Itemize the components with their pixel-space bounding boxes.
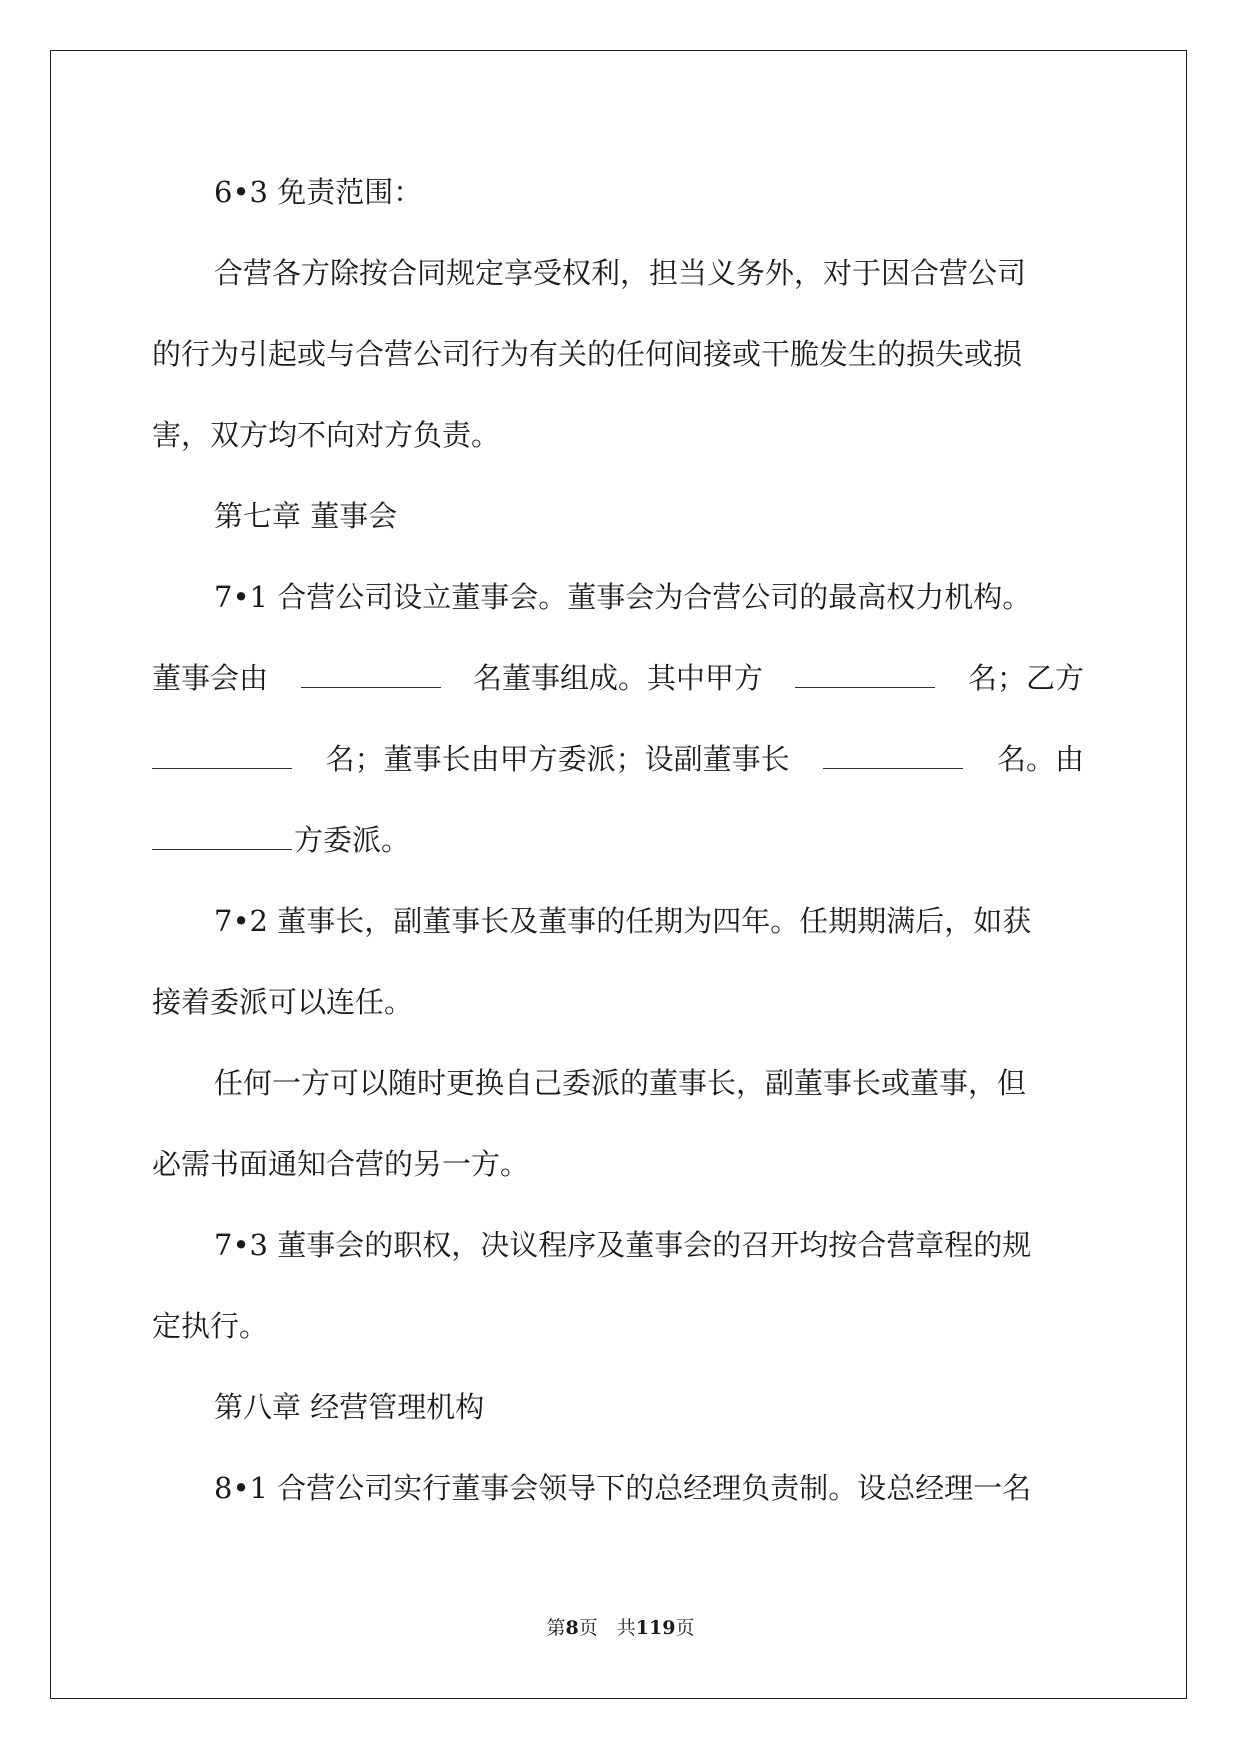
footer-mid: 页 共: [578, 1617, 636, 1639]
text-segment: 名；董事长由甲方委派；设副董事长: [325, 742, 790, 776]
chapter-8-title: 第八章 经营管理机构: [214, 1390, 485, 1424]
section-6-3-line-2: 的行为引起或与合营公司行为有关的任何间接或干脆发生的损失或损: [152, 337, 1023, 371]
blank-field: [823, 740, 963, 769]
blank-field: [301, 659, 441, 688]
footer-total-pages: 119: [635, 1617, 676, 1639]
section-7-1-line-3: [152, 739, 1084, 779]
section-6-3-title: 6•3 免责范围：: [214, 175, 423, 209]
section-7-2-line-2: 接着委派可以连任。: [152, 985, 414, 1019]
section-7-3-line-2: 定执行。: [152, 1309, 269, 1343]
text-segment: 方委派。: [294, 823, 411, 857]
text-segment: 名。由: [996, 742, 1084, 776]
section-6-3-line-3: 害，双方均不向对方负责。: [152, 418, 501, 452]
page-footer: [0, 1616, 1241, 1640]
section-8-1-line-1: 8•1 合营公司实行董事会领导下的总经理负责制。设总经理一名: [214, 1471, 1032, 1505]
section-7-2-line-1: 7•2 董事长，副董事长及董事的任期为四年。任期期满后，如获: [214, 904, 1032, 938]
footer-page-number: 8: [565, 1617, 579, 1639]
blank-field: [152, 740, 292, 769]
section-7-2b-line-2: 必需书面通知合营的另一方。: [152, 1147, 530, 1181]
text-segment: 名；乙方: [967, 661, 1084, 695]
text-segment: 名董事组成。其中甲方: [472, 661, 763, 695]
blank-field: [152, 821, 292, 850]
chapter-7-title: 第七章 董事会: [214, 499, 398, 533]
footer-prefix: 第: [546, 1617, 566, 1639]
section-7-3-line-1: 7•3 董事会的职权，决议程序及董事会的召开均按合营章程的规: [214, 1228, 1032, 1262]
section-7-1-line-2: [152, 658, 1084, 698]
footer-suffix: 页: [675, 1617, 695, 1639]
text-segment: 董事会由: [152, 661, 269, 695]
section-7-1-line-4: [152, 820, 410, 860]
page-border: [50, 50, 1187, 1699]
blank-field: [795, 659, 935, 688]
section-7-2b-line-1: 任何一方可以随时更换自己委派的董事长，副董事长或董事，但: [214, 1066, 1027, 1100]
section-7-1-line-1: 7•1 合营公司设立董事会。董事会为合营公司的最高权力机构。: [214, 580, 1032, 614]
section-6-3-line-1: 合营各方除按合同规定享受权利，担当义务外，对于因合营公司: [214, 256, 1027, 290]
